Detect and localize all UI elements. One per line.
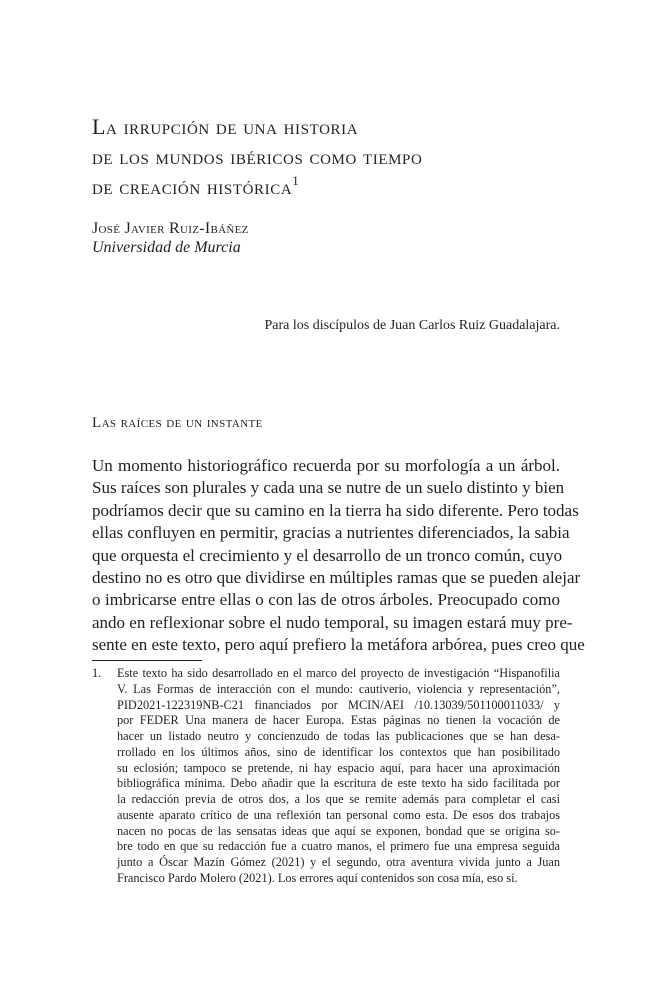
title-line-3: [92, 172, 552, 202]
footnote-separator: [92, 660, 202, 661]
footnote-line: Francisco Pardo Molero (2021). Los errores aquí contenidos son cosa mía, eso sí.: [117, 870, 518, 885]
title-footnote-marker[interactable]: 1: [292, 173, 300, 188]
footnote-line: V. Las Formas de interacción con el mundo: cautiverio, violencia y representación”,: [117, 681, 560, 696]
footnote-line: hacer un listado neutro y concienzudo de todas las publicaciones que se han desa-: [117, 729, 560, 743]
footnote-line: bibliográfica mínima. Debo añadir que la escritura de este texto ha sido facilitada por: [117, 776, 560, 791]
footnote-line: rrollado en los últimos años, sino de identificar los contextos que han posibilitado: [117, 744, 560, 759]
footnote-line: bre todo en que su redacción fue a cuatro manos, el primero fue una empresa seguida: [117, 839, 560, 854]
body-line: destino no es otro que dividirse en múltiples ramas que se pueden alejar: [92, 567, 581, 587]
footnote-line: la redacción previa de otros dos, a los que se remite además para completar el casi: [117, 792, 560, 806]
footnote-line: por FEDER Una manera de hacer Europa. Estas páginas no tienen la vocación de: [117, 713, 560, 728]
body-line: podríamos decir que su camino en la tierra ha sido diferente. Pero todas: [92, 500, 579, 520]
footnote-line: PID2021-122319NB-C21 financiados por MCIN/AEI /10.13039/501100011033/ y: [117, 697, 560, 712]
footnote-line: nacen no pocas de las sensatas ideas que aquí se exponen, bondad que se origina so-: [117, 823, 560, 838]
footnote-line: junto a Óscar Mazín Gómez (2021) y el segundo, otra aventura vivida junto a Juan: [117, 855, 560, 869]
title-line-1: La irrupción de una historia: [92, 114, 359, 139]
author-name: José Javier Ruiz-Ibáñez: [92, 220, 249, 237]
title-line-2: de los mundos ibéricos como tiempo: [92, 144, 423, 169]
section-heading: Las raíces de un instante: [92, 415, 263, 431]
body-line: ellas confluyen en permitir, gracias a nutrientes diferenciados, la sabia: [92, 523, 570, 543]
footnote-line: su eclosión; tampoco se pretende, ni hay espacio aquí, para hacer una aproximación: [117, 760, 560, 775]
dedication: Para los discípulos de Juan Carlos Ruiz Guadalajara.: [264, 318, 560, 333]
body-line: o imbricarse entre ellas o con las de otros árboles. Preocupado como: [92, 590, 560, 610]
footnote-line: ausente aparato crítico de una reflexión tan personal como esta. De esos dos trabajos: [117, 807, 560, 822]
body-line: Sus raíces son plurales y cada una se nutre de un suelo distinto y bien: [92, 478, 565, 498]
body-line: que orquesta el crecimiento y el desarrollo de un tronco común, cuyo: [92, 545, 563, 565]
book-page: [92, 0, 585, 988]
footnote-number: 1.: [92, 666, 102, 680]
title-line-3-text: de creación histórica: [92, 174, 293, 199]
body-paragraph: [92, 455, 585, 657]
body-line: ando en reflexionar sobre el nudo temporal, su imagen estará muy pre-: [92, 612, 573, 632]
footnote-line: Este texto ha sido desarrollado en el marco del proyecto de investigación “Hispanofilia: [117, 666, 560, 680]
footnote-text: [117, 666, 560, 887]
body-line: Un momento historiográfico recuerda por su morfología a un árbol.: [92, 456, 560, 475]
article-title: [92, 112, 552, 202]
body-line: sente en este texto, pero aquí prefiero la metáfora arbórea, pues creo que: [92, 635, 585, 655]
author-affiliation: Universidad de Murcia: [92, 239, 241, 256]
